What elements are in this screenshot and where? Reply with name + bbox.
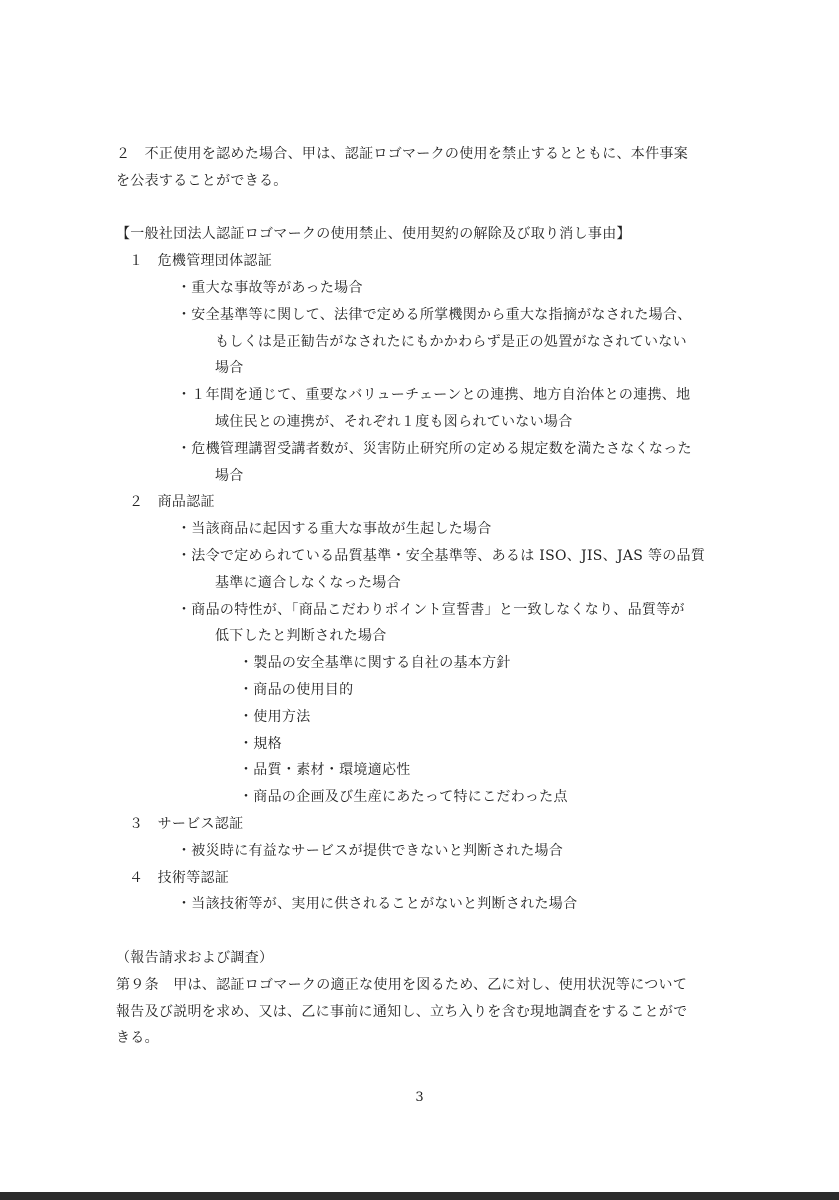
article-9-heading: （報告請求および調査） <box>116 949 274 966</box>
section-1-item: ・１年間を通じて、重要なバリューチェーンとの連携、地方自治体との連携、地 <box>177 387 691 404</box>
section-1-item-continued: もしくは是正勧告がなされたにもかかわらず是正の処置がなされていない <box>215 333 687 350</box>
section-1-title: １ 危機管理団体認証 <box>129 253 272 270</box>
article-9-line-1: 第９条 甲は、認証ロゴマークの適正な使用を図るため、乙に対し、使用状況等について <box>116 976 688 993</box>
section-2-subitem: ・商品の使用目的 <box>239 681 354 698</box>
clause-2-line-2: を公表することができる。 <box>116 172 288 189</box>
spacer <box>116 195 720 222</box>
section-1-item: ・安全基準等に関して、法律で定める所掌機関から重大な指摘がなされた場合、 <box>177 306 692 323</box>
section-3-title: ３ サービス認証 <box>129 815 244 832</box>
viewer-bottom-edge <box>0 1192 839 1200</box>
section-1-item-continued: 域住民との連携が、それぞれ１度も図られていない場合 <box>215 413 573 430</box>
section-2-subitem: ・使用方法 <box>239 708 311 725</box>
section-1-item-continued: 場合 <box>215 467 244 484</box>
section-heading: 【一般社団法人認証ロゴマークの使用禁止、使用契約の解除及び取り消し事由】 <box>116 226 631 243</box>
page-content <box>116 141 720 1052</box>
page-number: 3 <box>415 1090 424 1105</box>
section-2-subitem: ・製品の安全基準に関する自社の基本方針 <box>239 655 511 672</box>
section-2-subitem: ・規格 <box>239 735 282 752</box>
section-4-title: ４ 技術等認証 <box>129 869 230 886</box>
section-2-item: ・商品の特性が、「商品こだわりポイント宣誓書」と一致しなくなり、品質等が <box>177 601 685 618</box>
section-1-item-continued: 場合 <box>215 360 244 377</box>
section-2-item: ・法令で定められている品質基準・安全基準等、あるは ISO、JIS、JAS 等の品質 <box>177 547 706 564</box>
spacer <box>116 918 720 945</box>
section-2-item: ・当該商品に起因する重大な事故が生起した場合 <box>177 521 492 538</box>
section-2-item-continued: 低下したと判断された場合 <box>215 628 387 645</box>
article-9-line-2: 報告及び説明を求め、又は、乙に事前に通知し、立ち入りを含む現地調査をすることがで <box>116 1003 688 1020</box>
section-2-subitem: ・品質・素材・環境適応性 <box>239 762 411 779</box>
section-2-title: ２ 商品認証 <box>129 494 215 511</box>
section-2-item-continued: 基準に適合しなくなった場合 <box>215 574 401 591</box>
section-2-subitem: ・商品の企画及び生産にあたって特にこだわった点 <box>239 789 568 806</box>
clause-2-line-1: ２ 不正使用を認めた場合、甲は、認証ロゴマークの使用を禁止するとともに、本件事案 <box>116 146 688 162</box>
section-4-item: ・当該技術等が、実用に供されることがないと判断された場合 <box>177 896 578 913</box>
article-9-line-3: きる。 <box>116 1030 159 1047</box>
section-1-item: ・重大な事故等があった場合 <box>177 279 363 296</box>
section-1-item: ・危機管理講習受講者数が、災害防止研究所の定める規定数を満たさなくなった <box>177 440 692 457</box>
section-3-item: ・被災時に有益なサービスが提供できないと判断された場合 <box>177 842 564 859</box>
